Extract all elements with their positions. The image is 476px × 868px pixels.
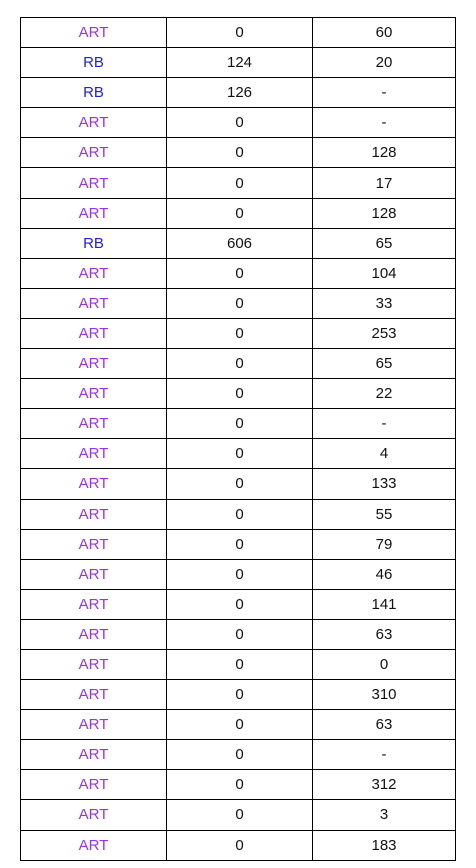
cell-type: ART [21, 318, 167, 348]
data-table [20, 17, 456, 861]
cell-value-b: 253 [313, 318, 456, 348]
table-row [21, 529, 456, 559]
cell-type: ART [21, 409, 167, 439]
cell-value-b: 128 [313, 198, 456, 228]
cell-value-a: 0 [167, 680, 313, 710]
cell-value-b: 3 [313, 800, 456, 830]
table-body [21, 18, 456, 861]
cell-value-b: - [313, 740, 456, 770]
table-row [21, 499, 456, 529]
cell-type: ART [21, 710, 167, 740]
cell-type: ART [21, 800, 167, 830]
cell-value-a: 0 [167, 770, 313, 800]
cell-value-b: 310 [313, 680, 456, 710]
table-row [21, 108, 456, 138]
table-row [21, 228, 456, 258]
cell-value-b: 46 [313, 559, 456, 589]
table-row [21, 649, 456, 679]
cell-type: ART [21, 168, 167, 198]
cell-type: ART [21, 499, 167, 529]
table-row [21, 78, 456, 108]
cell-value-b: 65 [313, 228, 456, 258]
table-row [21, 48, 456, 78]
table-row [21, 770, 456, 800]
cell-value-a: 0 [167, 559, 313, 589]
cell-value-b: 4 [313, 439, 456, 469]
cell-type: ART [21, 680, 167, 710]
cell-type: ART [21, 349, 167, 379]
cell-value-b: 22 [313, 379, 456, 409]
cell-type: ART [21, 108, 167, 138]
cell-type: ART [21, 529, 167, 559]
cell-type: ART [21, 198, 167, 228]
cell-value-a: 0 [167, 529, 313, 559]
cell-value-a: 0 [167, 318, 313, 348]
cell-type: ART [21, 258, 167, 288]
cell-value-b: 20 [313, 48, 456, 78]
cell-value-a: 606 [167, 228, 313, 258]
cell-value-a: 0 [167, 168, 313, 198]
cell-type: RB [21, 78, 167, 108]
cell-value-a: 0 [167, 258, 313, 288]
table-row [21, 469, 456, 499]
cell-type: ART [21, 740, 167, 770]
cell-type: RB [21, 228, 167, 258]
table-row [21, 740, 456, 770]
cell-value-a: 0 [167, 619, 313, 649]
cell-value-a: 0 [167, 108, 313, 138]
cell-value-b: 128 [313, 138, 456, 168]
cell-value-a: 126 [167, 78, 313, 108]
table-row [21, 138, 456, 168]
cell-value-a: 0 [167, 439, 313, 469]
table-row [21, 318, 456, 348]
table-row [21, 18, 456, 48]
table-row [21, 680, 456, 710]
cell-value-a: 0 [167, 649, 313, 679]
cell-type: ART [21, 379, 167, 409]
cell-value-b: 60 [313, 18, 456, 48]
cell-type: ART [21, 18, 167, 48]
cell-value-a: 0 [167, 469, 313, 499]
cell-value-b: 312 [313, 770, 456, 800]
cell-value-a: 0 [167, 379, 313, 409]
cell-type: ART [21, 770, 167, 800]
cell-value-b: - [313, 409, 456, 439]
cell-value-a: 0 [167, 18, 313, 48]
cell-value-b: 55 [313, 499, 456, 529]
cell-value-b: 133 [313, 469, 456, 499]
cell-value-b: 33 [313, 288, 456, 318]
cell-value-a: 0 [167, 740, 313, 770]
cell-type: ART [21, 439, 167, 469]
cell-value-a: 0 [167, 409, 313, 439]
cell-value-b: 63 [313, 619, 456, 649]
cell-value-b: - [313, 108, 456, 138]
cell-type: ART [21, 288, 167, 318]
cell-value-b: - [313, 78, 456, 108]
cell-value-a: 124 [167, 48, 313, 78]
table-row [21, 258, 456, 288]
table-row [21, 710, 456, 740]
cell-value-a: 0 [167, 710, 313, 740]
table-row [21, 619, 456, 649]
cell-type: RB [21, 48, 167, 78]
table-row [21, 830, 456, 860]
cell-value-a: 0 [167, 288, 313, 318]
cell-value-a: 0 [167, 589, 313, 619]
cell-value-b: 104 [313, 258, 456, 288]
cell-value-a: 0 [167, 198, 313, 228]
cell-value-b: 0 [313, 649, 456, 679]
cell-type: ART [21, 830, 167, 860]
cell-value-a: 0 [167, 349, 313, 379]
table-row [21, 288, 456, 318]
cell-value-b: 63 [313, 710, 456, 740]
table-row [21, 559, 456, 589]
table-row [21, 439, 456, 469]
cell-type: ART [21, 138, 167, 168]
table-row [21, 589, 456, 619]
cell-value-a: 0 [167, 800, 313, 830]
table-row [21, 198, 456, 228]
cell-value-a: 0 [167, 830, 313, 860]
cell-value-a: 0 [167, 138, 313, 168]
table-row [21, 409, 456, 439]
cell-type: ART [21, 649, 167, 679]
cell-value-b: 65 [313, 349, 456, 379]
cell-value-b: 17 [313, 168, 456, 198]
table-row [21, 168, 456, 198]
cell-value-b: 183 [313, 830, 456, 860]
table-row [21, 379, 456, 409]
cell-value-b: 141 [313, 589, 456, 619]
cell-type: ART [21, 589, 167, 619]
cell-value-b: 79 [313, 529, 456, 559]
cell-type: ART [21, 559, 167, 589]
cell-type: ART [21, 619, 167, 649]
table-row [21, 349, 456, 379]
cell-type: ART [21, 469, 167, 499]
cell-value-a: 0 [167, 499, 313, 529]
table-row [21, 800, 456, 830]
